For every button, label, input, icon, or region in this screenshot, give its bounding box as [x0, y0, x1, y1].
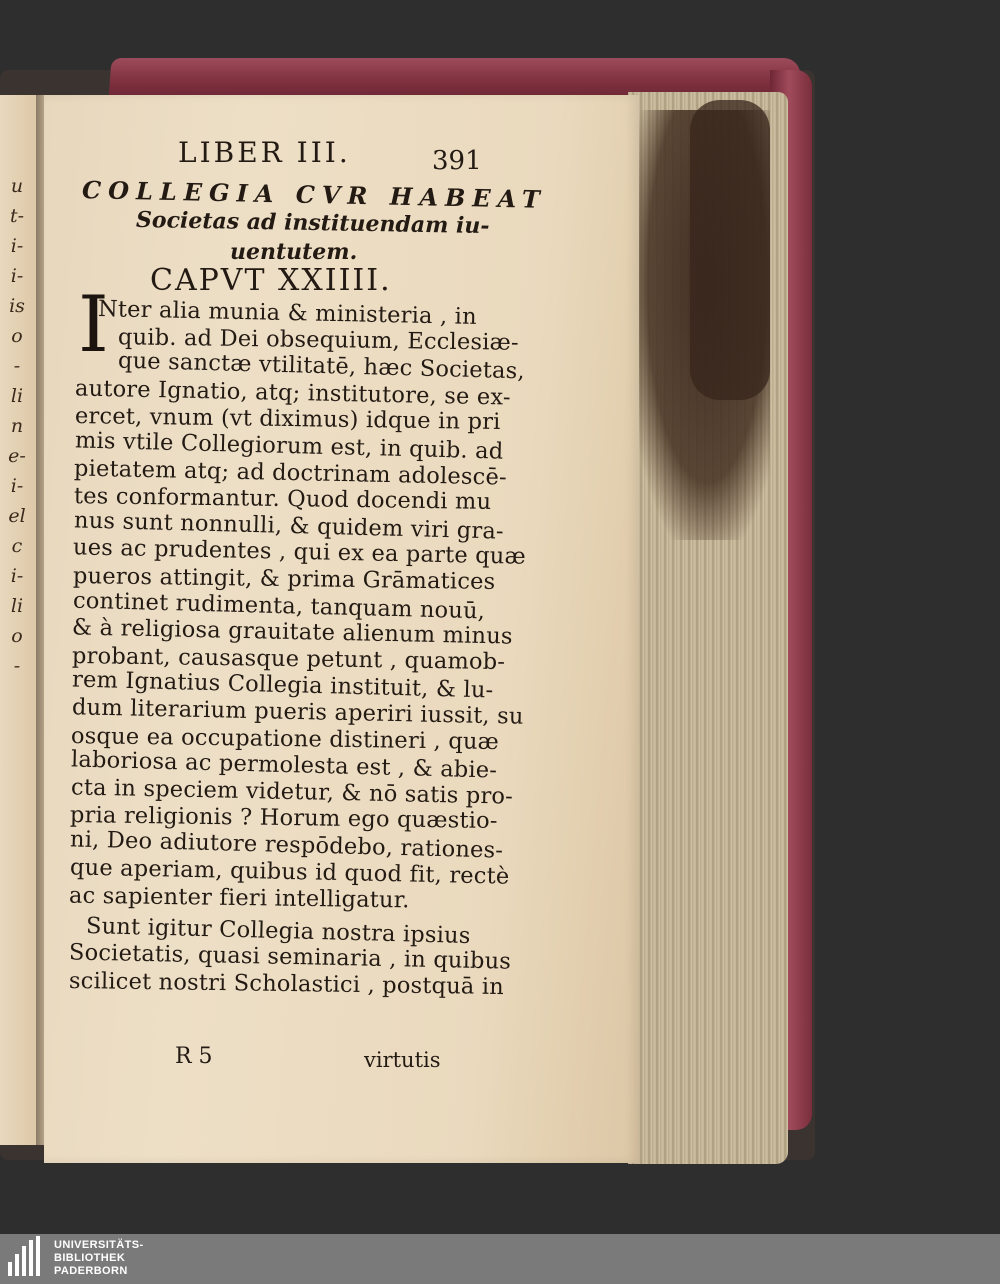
left-page-text-fragment: u — [10, 175, 24, 197]
left-page-text-fragment: el — [8, 505, 26, 527]
institution-line-2: BIBLIOTHEK — [54, 1252, 126, 1264]
body-line: autore Ignatio, atq; institutore, se ex- — [74, 375, 512, 411]
library-logo-icon — [6, 1238, 48, 1280]
fore-edge-stain-dark — [690, 100, 770, 400]
left-page-text-fragment: e- — [8, 445, 26, 467]
body-line: continet rudimenta, tanquam nouū, — [72, 587, 486, 624]
body-line: Sunt igitur Collegia nostra ipsius — [85, 912, 471, 949]
body-line: pueros attingit, & prima Grāmatices — [72, 563, 496, 595]
left-page-text-fragment: n — [10, 415, 24, 437]
body-line: ues ac prudentes , qui ex ea parte quæ — [73, 534, 527, 571]
catchword: virtutis — [364, 1048, 441, 1072]
left-page-text-fragment: li — [10, 595, 24, 617]
body-line: pria religionis ? Horum ego quæstio- — [70, 802, 499, 835]
institution-line-3: PADERBORN — [54, 1265, 128, 1277]
body-line: nus sunt nonnulli, & quidem viri gra- — [73, 507, 504, 545]
left-page-text-fragment: c — [11, 535, 23, 557]
body-line: cta in speciem videtur, & nō satis pro- — [70, 774, 513, 810]
left-page-text-fragment: i- — [10, 265, 24, 287]
body-line: ac sapienter fieri intelligatur. — [69, 882, 411, 914]
body-line: que aperiam, quibus id quod fit, rectè — [69, 853, 510, 890]
left-page-text-fragment: is — [9, 295, 25, 317]
body-line: quib. ad Dei obsequium, Ecclesiæ- — [117, 323, 519, 356]
body-line: Societatis, quasi seminaria , in quibus — [68, 939, 512, 976]
body-line: laboriosa ac permolesta est , & abie- — [70, 746, 498, 784]
running-head: LIBER III. — [178, 136, 351, 169]
left-page-text-fragment: li — [10, 385, 24, 407]
left-page-text-fragment: i- — [10, 565, 24, 587]
body-line: pietatem atq; ad doctrinam adolescē- — [73, 455, 508, 491]
left-page-text-fragment: i- — [10, 475, 24, 497]
drop-cap: I — [78, 280, 109, 370]
left-page-text-fragment: t- — [9, 205, 25, 227]
left-page-text-fragment: - — [13, 355, 21, 377]
body-line: mis vtile Collegiorum est, in quib. ad — [74, 427, 504, 465]
left-page-fragment — [0, 95, 40, 1145]
left-page-text-fragment: - — [13, 655, 21, 677]
chapter-title-line-2: Societas ad instituendam iu- — [135, 206, 490, 240]
body-line: que sanctæ vtilitatē, hæc Societas, — [117, 347, 526, 385]
body-line: rem Ignatius Collegia instituit, & lu- — [71, 666, 494, 704]
chapter-title-line-3: uentutem. — [230, 239, 358, 265]
body-line: & à religiosa grauitate alienum minus — [72, 614, 514, 650]
chapter-title-line-1: COLLEGIA CVR HABEAT — [81, 175, 548, 214]
chapter-heading: CAPVT XXIIII. — [150, 263, 392, 298]
body-line: ercet, vnum (vt diximus) idque in pri — [74, 403, 501, 436]
body-line: ni, Deo adiutore respōdebo, rationes- — [69, 826, 504, 864]
body-line: tes conformantur. Quod docendi mu — [73, 483, 492, 516]
left-page-text-fragment: i- — [10, 235, 24, 257]
left-page-text-fragment: o — [11, 625, 23, 647]
body-line: scilicet nostri Scholastici , postquā in — [68, 967, 504, 1001]
body-line: Nter alia munia & ministeria , in — [97, 296, 478, 330]
body-line: dum literarium pueris aperiri iussit, su — [71, 694, 524, 730]
footer-bar — [0, 1234, 1000, 1284]
left-page-text-fragment: o — [11, 325, 23, 347]
body-line: probant, causasque petunt , quamob- — [71, 642, 506, 675]
body-line: osque ea occupatione distineri , quæ — [71, 722, 500, 755]
signature-mark: R 5 — [175, 1044, 213, 1069]
institution-line-1: UNIVERSITÄTS- — [54, 1239, 144, 1251]
page-number: 391 — [432, 146, 482, 176]
